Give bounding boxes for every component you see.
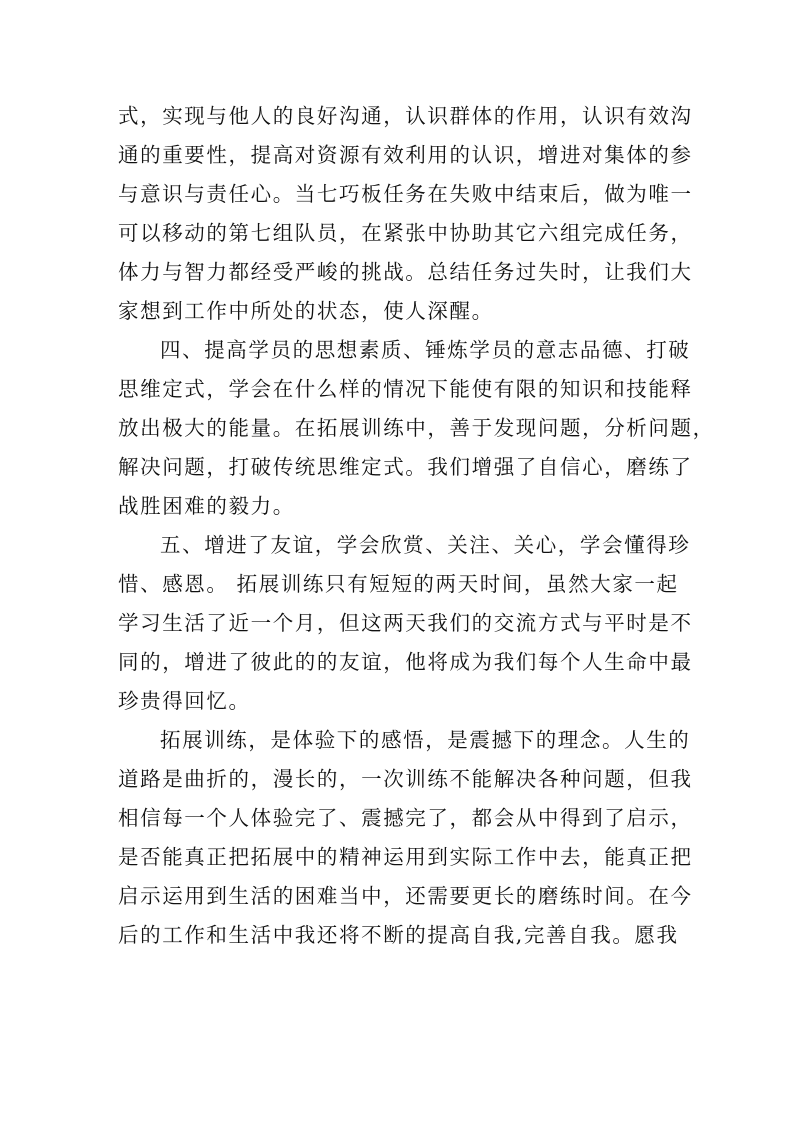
text-line: 是否能真正把拓展中的精神运用到实际工作中去，能真正把 [118,845,693,869]
text-line: 解决问题，打破传统思维定式。我们增强了自信心，磨练了 [118,455,693,479]
text-line: 惜、感恩。 拓展训练只有短短的两天时间，虽然大家一起 [118,572,679,596]
text-line: 同的，增进了彼此的的友谊，他将成为我们每个人生命中最 [118,650,693,674]
text-line: 珍贵得回忆。 [118,689,251,713]
text-line: 战胜困难的毅力。 [118,494,295,518]
text-line: 放出极大的能量。在拓展训练中，善于发现问题，分析问题， [118,416,715,440]
paragraph-start-line: 四、提高学员的思想素质、锤炼学员的意志品德、打破 [160,338,691,362]
paragraph-start-line: 拓展训练，是体验下的感悟，是震撼下的理念。人生的 [160,728,691,752]
text-line: 后的工作和生活中我还将不断的提高自我,完善自我。愿我 [118,923,679,947]
text-line: 体力与智力都经受严峻的挑战。总结任务过失时，让我们大 [118,260,693,284]
text-line: 家想到工作中所处的状态，使人深醒。 [118,299,494,323]
text-line: 学习生活了近一个月，但这两天我们的交流方式与平时是不 [118,611,693,635]
text-line: 通的重要性，提高对资源有效利用的认识，增进对集体的参 [118,143,693,167]
text-line: 与意识与责任心。当七巧板任务在失败中结束后，做为唯一 [118,182,693,206]
text-line: 相信每一个人体验完了、震撼完了，都会从中得到了启示， [118,806,693,830]
text-line: 思维定式，学会在什么样的情况下能使有限的知识和技能释 [118,377,693,401]
paragraph-start-line: 五、增进了友谊，学会欣赏、关注、关心，学会懂得珍 [160,533,691,557]
text-line: 式，实现与他人的良好沟通，认识群体的作用，认识有效沟 [118,104,693,128]
text-line: 道路是曲折的，漫长的，一次训练不能解决各种问题，但我 [118,767,693,791]
text-line: 可以移动的第七组队员，在紧张中协助其它六组完成任务， [118,221,693,245]
text-line: 启示运用到生活的困难当中，还需要更长的磨练时间。在今 [118,884,693,908]
